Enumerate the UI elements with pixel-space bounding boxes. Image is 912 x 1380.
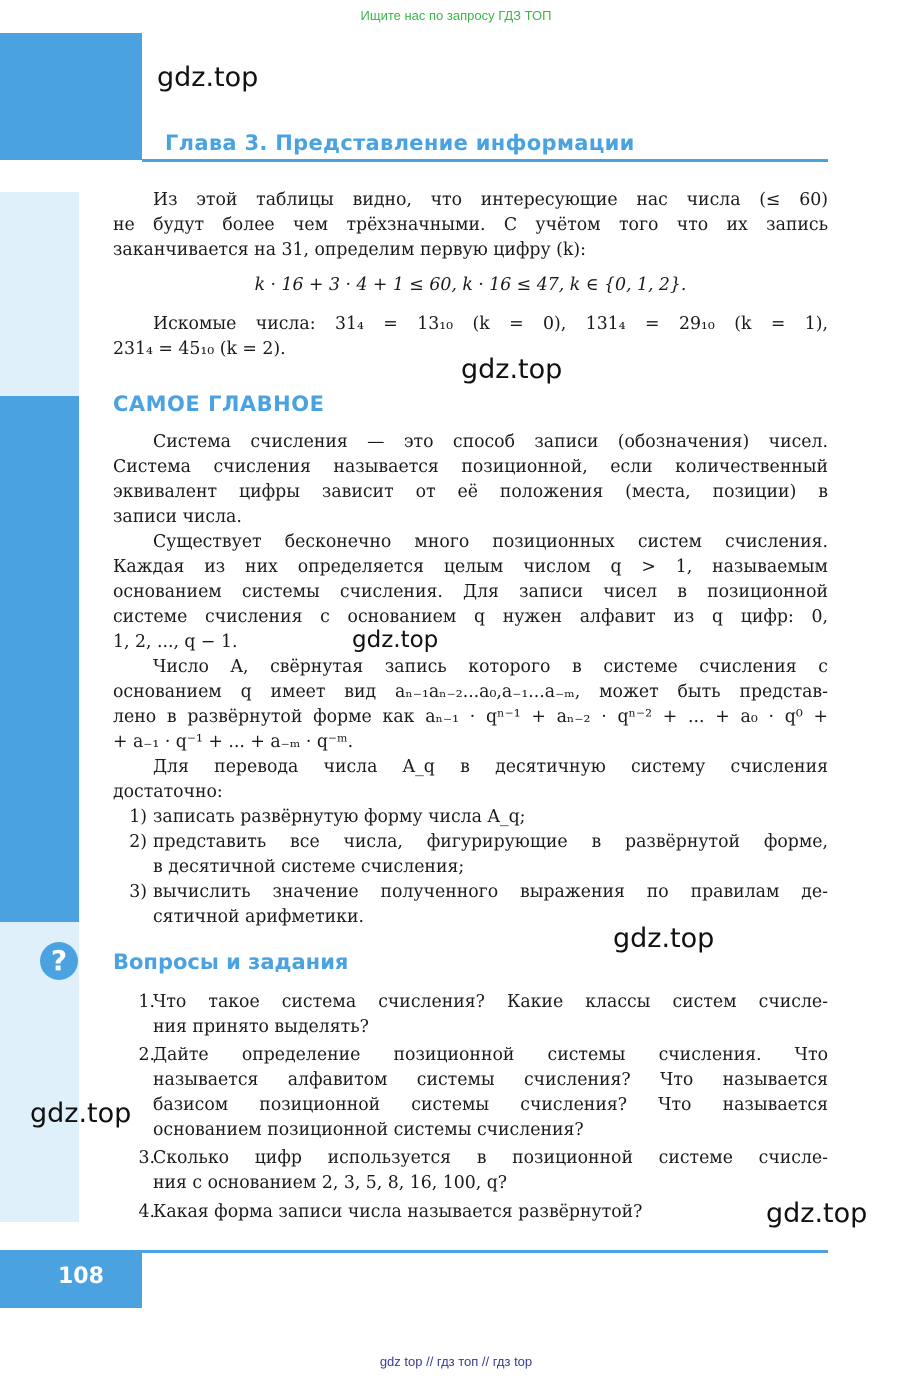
question-line: Что такое система счисления? Какие классы систем счисле- (153, 992, 828, 1012)
text-line: 1, 2, ..., q − 1. (113, 632, 238, 652)
text-line: + a₋₁ · q⁻¹ + ... + a₋ₘ · q⁻ᵐ. (113, 732, 354, 752)
step-line: в десятичной системе счисления; (153, 857, 465, 877)
step-number: 3) (129, 882, 147, 902)
question-line: называется алфавитом системы счисления? Что называется (153, 1070, 828, 1090)
text-line: Для перевода числа A_q в десятичную систему счисления (153, 757, 828, 777)
header-bar (0, 33, 142, 160)
text-line: основанием q имеет вид aₙ₋₁aₙ₋₂...a₀,a₋₁...a₋ₘ, может быть представ- (113, 682, 828, 702)
watermark: gdz.top (157, 62, 259, 93)
side-bar-summary (0, 396, 79, 922)
text-line: Искомые числа: 31₄ = 13₁₀ (k = 0), 131₄ = 29₁₀ (k = 1), (153, 314, 828, 334)
question-number: 2. (138, 1045, 155, 1065)
text-line: достаточно: (113, 782, 223, 802)
question-line: основанием позиционной системы счисления? (153, 1120, 584, 1140)
chapter-rule (142, 159, 828, 162)
question-number: 1. (138, 992, 155, 1012)
text-line: Число A, свёрнутая запись которого в системе счисления с (153, 657, 828, 677)
text-line: системе счисления с основанием q нужен алфавит из q цифр: 0, (113, 607, 828, 627)
text-line: записи числа. (113, 507, 242, 527)
formula: k · 16 + 3 · 4 + 1 ≤ 60, k · 16 ≤ 47, k ∈ {0, 1, 2}. (254, 275, 687, 295)
watermark: gdz.top (461, 354, 563, 385)
summary-heading: САМОЕ ГЛАВНОЕ (113, 392, 325, 416)
watermark: gdz.top (352, 627, 439, 653)
text-line: Система счисления называется позиционной, если количественный (113, 457, 828, 477)
question-number: 3. (138, 1148, 155, 1168)
question-line: Сколько цифр используется в позиционной системе счисле- (153, 1148, 828, 1168)
text-line: Каждая из них определяется целым числом q > 1, называемым (113, 557, 828, 577)
text-line: не будут более чем трёхзначными. С учётом того что их запись (113, 215, 828, 235)
question-line: Дайте определение позиционной системы счисления. Что (153, 1045, 828, 1065)
text-line: эквивалент цифры зависит от её положения (места, позиции) в (113, 482, 828, 502)
question-line: Какая форма записи числа называется развёрнутой? (153, 1202, 643, 1222)
watermark: gdz.top (766, 1198, 868, 1229)
step-line: записать развёрнутую форму числа A_q; (153, 807, 526, 827)
text-line: Из этой таблицы видно, что интересующие нас числа (≤ 60) (153, 190, 828, 210)
question-line: ния принято выделять? (153, 1017, 369, 1037)
text-line: заканчивается на 31, определим первую цифру (k): (113, 240, 586, 260)
step-line: сятичной арифметики. (153, 907, 364, 927)
page-number: 108 (58, 1264, 104, 1289)
text-line: Существует бесконечно много позиционных систем счисления. (153, 532, 828, 552)
question-icon: ? (40, 942, 78, 980)
text-line: основанием системы счисления. Для записи чисел в позиционной (113, 582, 828, 602)
footer-links[interactable]: gdz top // гдз топ // гдз top (379, 1354, 533, 1369)
watermark: gdz.top (30, 1098, 132, 1129)
step-line: представить все числа, фигурирующие в развёрнутой форме, (153, 832, 828, 852)
watermark: gdz.top (613, 923, 715, 954)
question-number: 4. (138, 1202, 155, 1222)
text-line: лено в развёрнутой форме как aₙ₋₁ · qⁿ⁻¹ + aₙ₋₂ · qⁿ⁻² + ... + a₀ · q⁰ + (113, 707, 828, 727)
questions-heading: Вопросы и задания (113, 950, 349, 974)
question-line: ния с основанием 2, 3, 5, 8, 16, 100, q? (153, 1173, 508, 1193)
footer-rule (142, 1250, 828, 1253)
top-banner: Ищите нас по запросу ГДЗ ТОП (360, 8, 552, 23)
text-line: 231₄ = 45₁₀ (k = 2). (113, 339, 286, 359)
chapter-title: Глава 3. Представление информации (165, 131, 635, 155)
side-bar-light-1 (0, 192, 79, 396)
step-number: 2) (129, 832, 147, 852)
question-line: базисом позиционной системы счисления? Что называется (153, 1095, 828, 1115)
step-line: вычислить значение полученного выражения по правилам де- (153, 882, 828, 902)
text-line: Система счисления — это способ записи (обозначения) чисел. (153, 432, 828, 452)
step-number: 1) (129, 807, 147, 827)
